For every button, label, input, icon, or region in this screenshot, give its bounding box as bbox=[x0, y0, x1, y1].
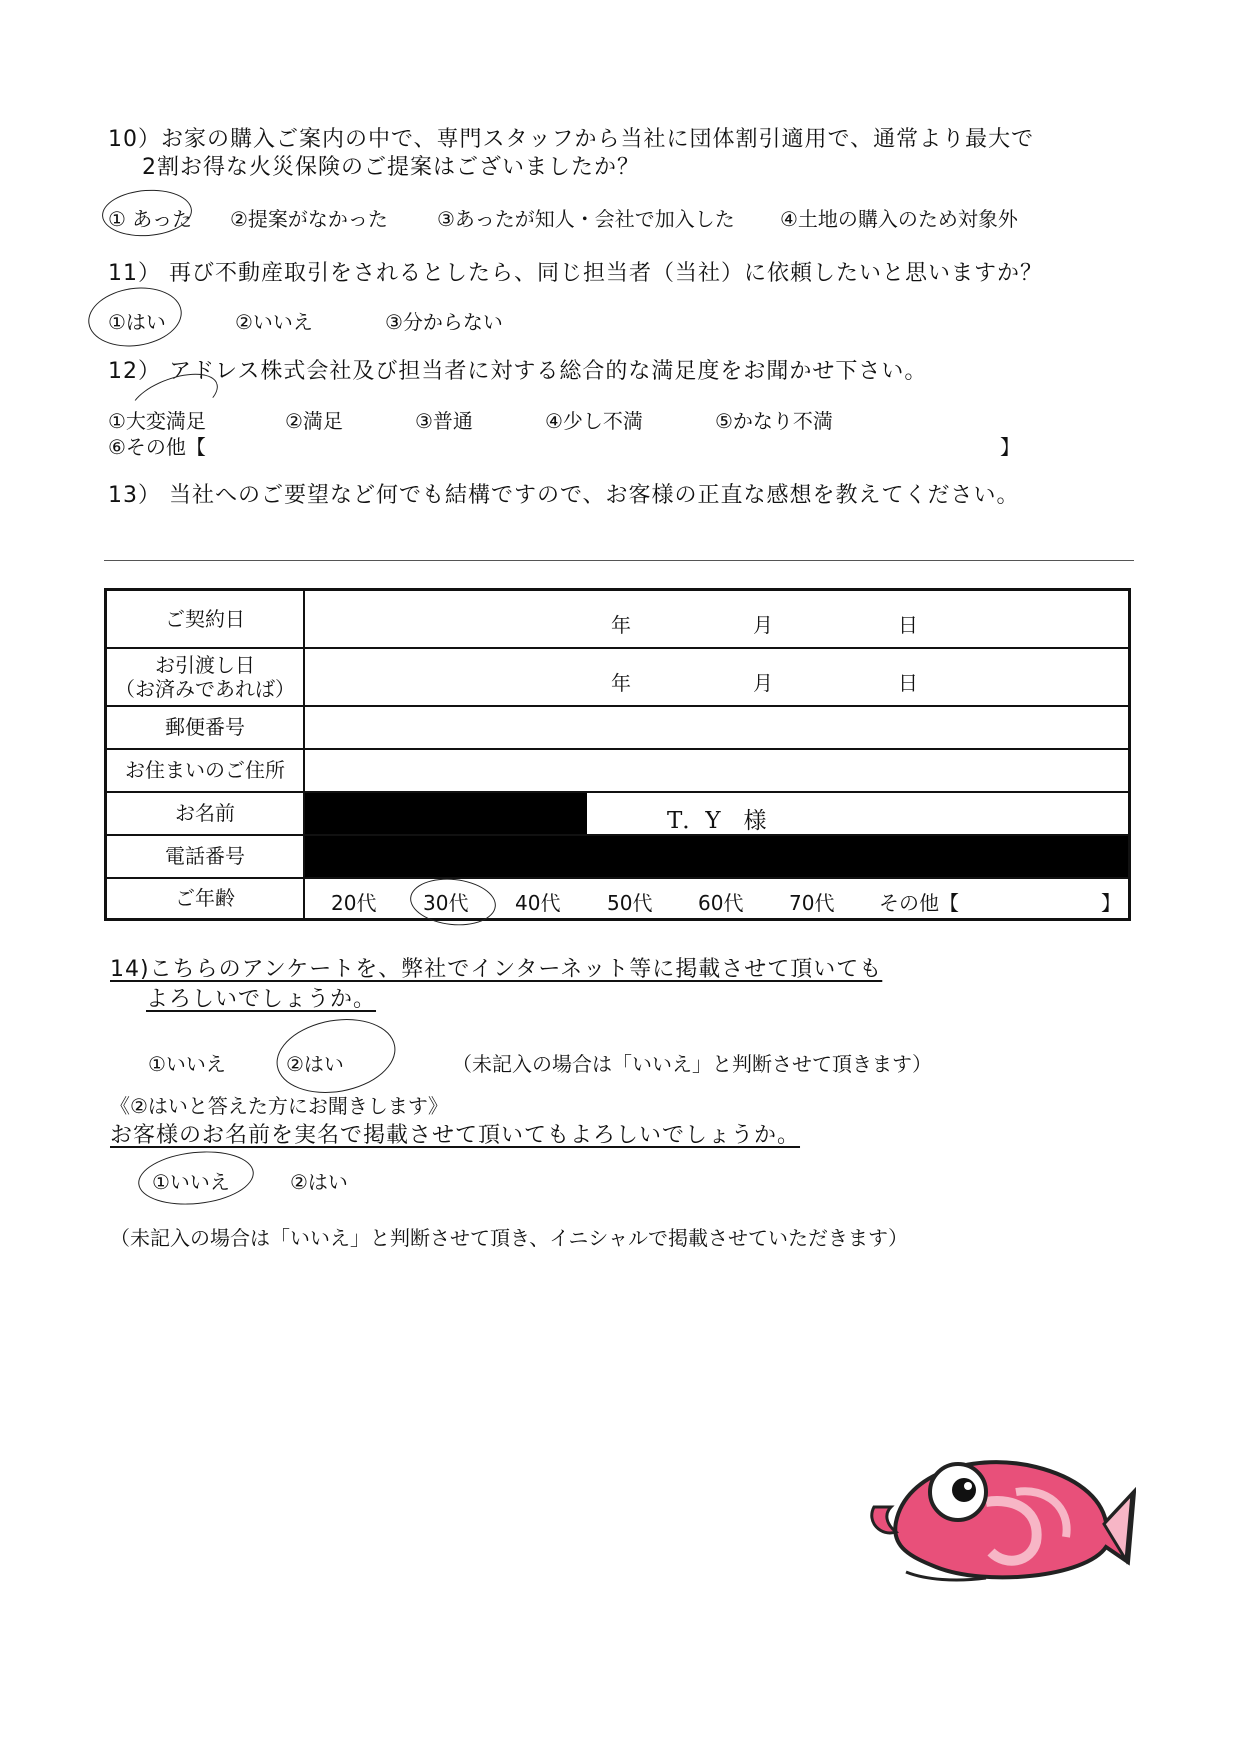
q11-question: 11） 再び不動産取引をされるとしたら、同じ担当者（当社）に依頼したいと思いますか？ bbox=[108, 261, 1043, 286]
handover-date-field[interactable] bbox=[304, 648, 1130, 706]
q14-line2: よろしいでしょうか。 bbox=[146, 987, 377, 1012]
contract-day-unit: 日 bbox=[898, 613, 918, 637]
name-value: T．Y 様 bbox=[667, 807, 767, 834]
q14-followup-option-2[interactable]: ②はい bbox=[290, 1170, 348, 1194]
contract-month-unit: 月 bbox=[753, 613, 773, 637]
q10-line2: 2割お得な火災保険のご提案はございましたか？ bbox=[142, 155, 640, 180]
customer-info-table bbox=[104, 588, 1131, 921]
q10-option-2[interactable]: ②提案がなかった bbox=[230, 207, 388, 231]
age-other-close-bracket: 】 bbox=[1101, 890, 1121, 915]
postal-code-field[interactable] bbox=[304, 706, 1130, 749]
handover-label-line1: お引渡し日 bbox=[155, 652, 255, 677]
age-option-50s[interactable]: 50代 bbox=[607, 890, 653, 915]
contract-date-field[interactable] bbox=[304, 590, 1130, 648]
age-label: ご年齢 bbox=[106, 878, 305, 920]
age-selection-circle bbox=[408, 874, 498, 929]
q13-answer-line bbox=[104, 560, 1134, 561]
q14-option-1[interactable]: ①いいえ bbox=[148, 1052, 226, 1076]
postal-code-label: 郵便番号 bbox=[106, 706, 305, 749]
handover-label-line2: （お済みであれば） bbox=[115, 676, 295, 701]
age-option-60s[interactable]: 60代 bbox=[698, 890, 744, 915]
phone-label: 電話番号 bbox=[106, 835, 305, 878]
q14-note: （未記入の場合は「いいえ」と判断させて頂きます） bbox=[452, 1052, 932, 1076]
age-option-30s[interactable]: 30代 bbox=[423, 890, 469, 915]
q14-option-2[interactable]: ②はい bbox=[286, 1052, 344, 1076]
q11-option-3[interactable]: ③分からない bbox=[385, 310, 503, 334]
name-field[interactable] bbox=[304, 792, 1130, 835]
address-label: お住まいのご住所 bbox=[106, 749, 305, 792]
q12-option-other[interactable]: ⑥その他【 bbox=[108, 435, 206, 459]
name-label: お名前 bbox=[106, 792, 305, 835]
q14-followup-intro: 《②はいと答えた方にお聞きします》 bbox=[110, 1094, 448, 1118]
contract-date-label: ご契約日 bbox=[106, 590, 305, 648]
q12-option-4[interactable]: ④少し不満 bbox=[545, 409, 643, 433]
age-field bbox=[304, 878, 1130, 920]
age-option-40s[interactable]: 40代 bbox=[515, 890, 561, 915]
age-option-other[interactable]: その他【 bbox=[879, 890, 959, 915]
q13-question: 13） 当社へのご要望など何でも結構ですので、お客様の正直な感想を教えてください。 bbox=[108, 483, 1020, 508]
fish-mascot-icon bbox=[866, 1452, 1136, 1582]
q12-option-1[interactable]: ①大変満足 bbox=[108, 409, 206, 433]
q14-selection-circle bbox=[271, 1010, 402, 1102]
q14-followup-option-1[interactable]: ①いいえ bbox=[152, 1170, 230, 1194]
q10-option-4[interactable]: ④土地の購入のため対象外 bbox=[780, 207, 1018, 231]
age-option-70s[interactable]: 70代 bbox=[789, 890, 835, 915]
q10-option-1[interactable]: ① あった bbox=[108, 207, 193, 231]
contract-year-unit: 年 bbox=[611, 613, 631, 637]
q10-option-3[interactable]: ③あったが知人・会社で加入した bbox=[437, 207, 735, 231]
q14-followup-note: （未記入の場合は「いいえ」と判断させて頂き、イニシャルで掲載させていただきます） bbox=[110, 1226, 908, 1250]
handover-day-unit: 日 bbox=[898, 670, 918, 695]
q14-followup-question: お客様のお名前を実名で掲載させて頂いてもよろしいでしょうか。 bbox=[110, 1123, 801, 1148]
q12-option-2[interactable]: ②満足 bbox=[285, 409, 343, 433]
handover-month-unit: 月 bbox=[753, 670, 773, 695]
name-redaction bbox=[305, 793, 587, 834]
age-option-20s[interactable]: 20代 bbox=[331, 890, 377, 915]
phone-field bbox=[304, 835, 1130, 878]
address-field[interactable] bbox=[304, 749, 1130, 792]
q12-option-3[interactable]: ③普通 bbox=[415, 409, 473, 433]
handover-year-unit: 年 bbox=[611, 670, 631, 695]
q14-followup-selection-circle bbox=[136, 1146, 257, 1210]
q11-option-1[interactable]: ①はい bbox=[108, 310, 166, 334]
q12-question: 12） アドレス株式会社及び担当者に対する総合的な満足度をお聞かせ下さい。 bbox=[108, 359, 928, 384]
q14-line1: 14)こちらのアンケートを、弊社でインターネット等に掲載させて頂いても bbox=[110, 957, 883, 982]
q12-option-5[interactable]: ⑤かなり不満 bbox=[715, 409, 833, 433]
q11-option-2[interactable]: ②いいえ bbox=[235, 310, 313, 334]
q11-selection-circle bbox=[84, 282, 185, 353]
q10-line1: 10）お家の購入ご案内の中で、専門スタッフから当社に団体割引適用で、通常より最大で bbox=[108, 127, 1035, 152]
q12-other-close-bracket: 】 bbox=[1000, 435, 1020, 459]
handover-date-label bbox=[106, 648, 305, 706]
